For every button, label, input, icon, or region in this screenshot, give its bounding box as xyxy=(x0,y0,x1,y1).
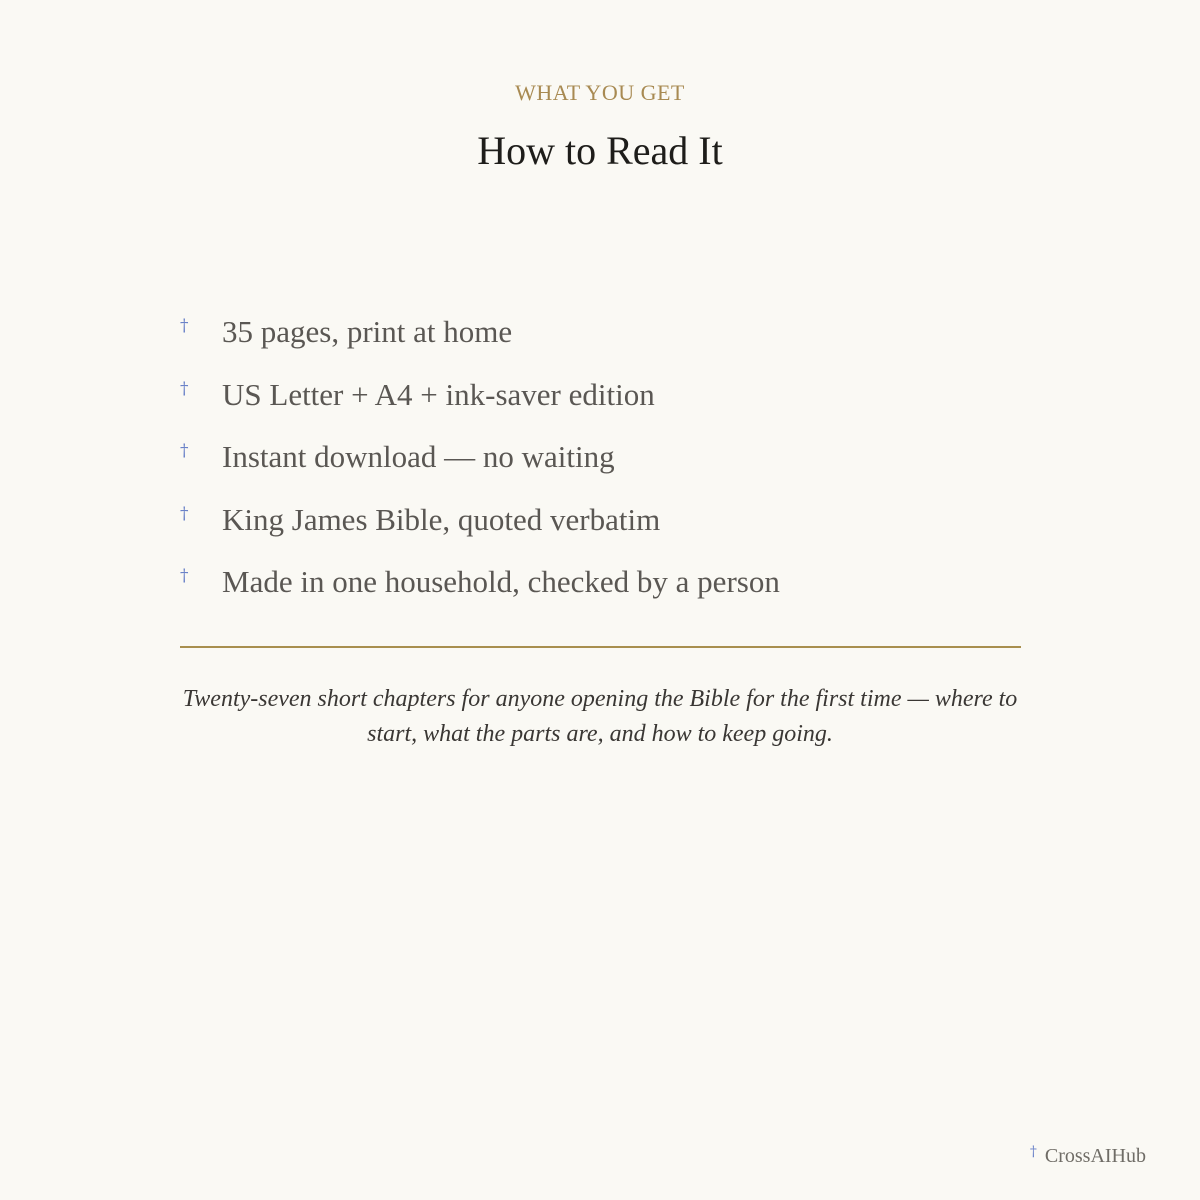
list-item xyxy=(180,310,1020,373)
list-item xyxy=(180,560,1020,623)
brand-name: CrossAIHub xyxy=(1044,1145,1146,1167)
feature-text: Instant download — no waiting xyxy=(222,439,615,474)
section-divider xyxy=(180,646,1021,648)
list-item xyxy=(180,373,1020,436)
cross-icon: † xyxy=(1029,1144,1037,1160)
feature-text: Made in one household, checked by a person xyxy=(222,564,780,599)
eyebrow-label: WHAT YOU GET xyxy=(515,80,685,105)
brand-mark xyxy=(1030,1144,1146,1168)
cross-icon: † xyxy=(180,566,189,586)
feature-text: 35 pages, print at home xyxy=(222,314,513,349)
page-title: How to Read It xyxy=(477,128,723,173)
feature-text: King James Bible, quoted verbatim xyxy=(222,501,661,537)
list-item xyxy=(180,435,1020,498)
feature-text: US Letter + A4 + ink-saver edition xyxy=(222,376,655,412)
list-item xyxy=(180,498,1020,561)
cross-icon: † xyxy=(180,378,189,399)
feature-list xyxy=(180,310,1020,623)
cross-icon: † xyxy=(180,316,189,336)
cross-icon: † xyxy=(180,503,189,524)
description-text: Twenty-seven short chapters for anyone opening the Bible for the first time — where to start, what the parts are, and how to keep going. xyxy=(182,686,1018,747)
cross-icon: † xyxy=(180,441,189,461)
